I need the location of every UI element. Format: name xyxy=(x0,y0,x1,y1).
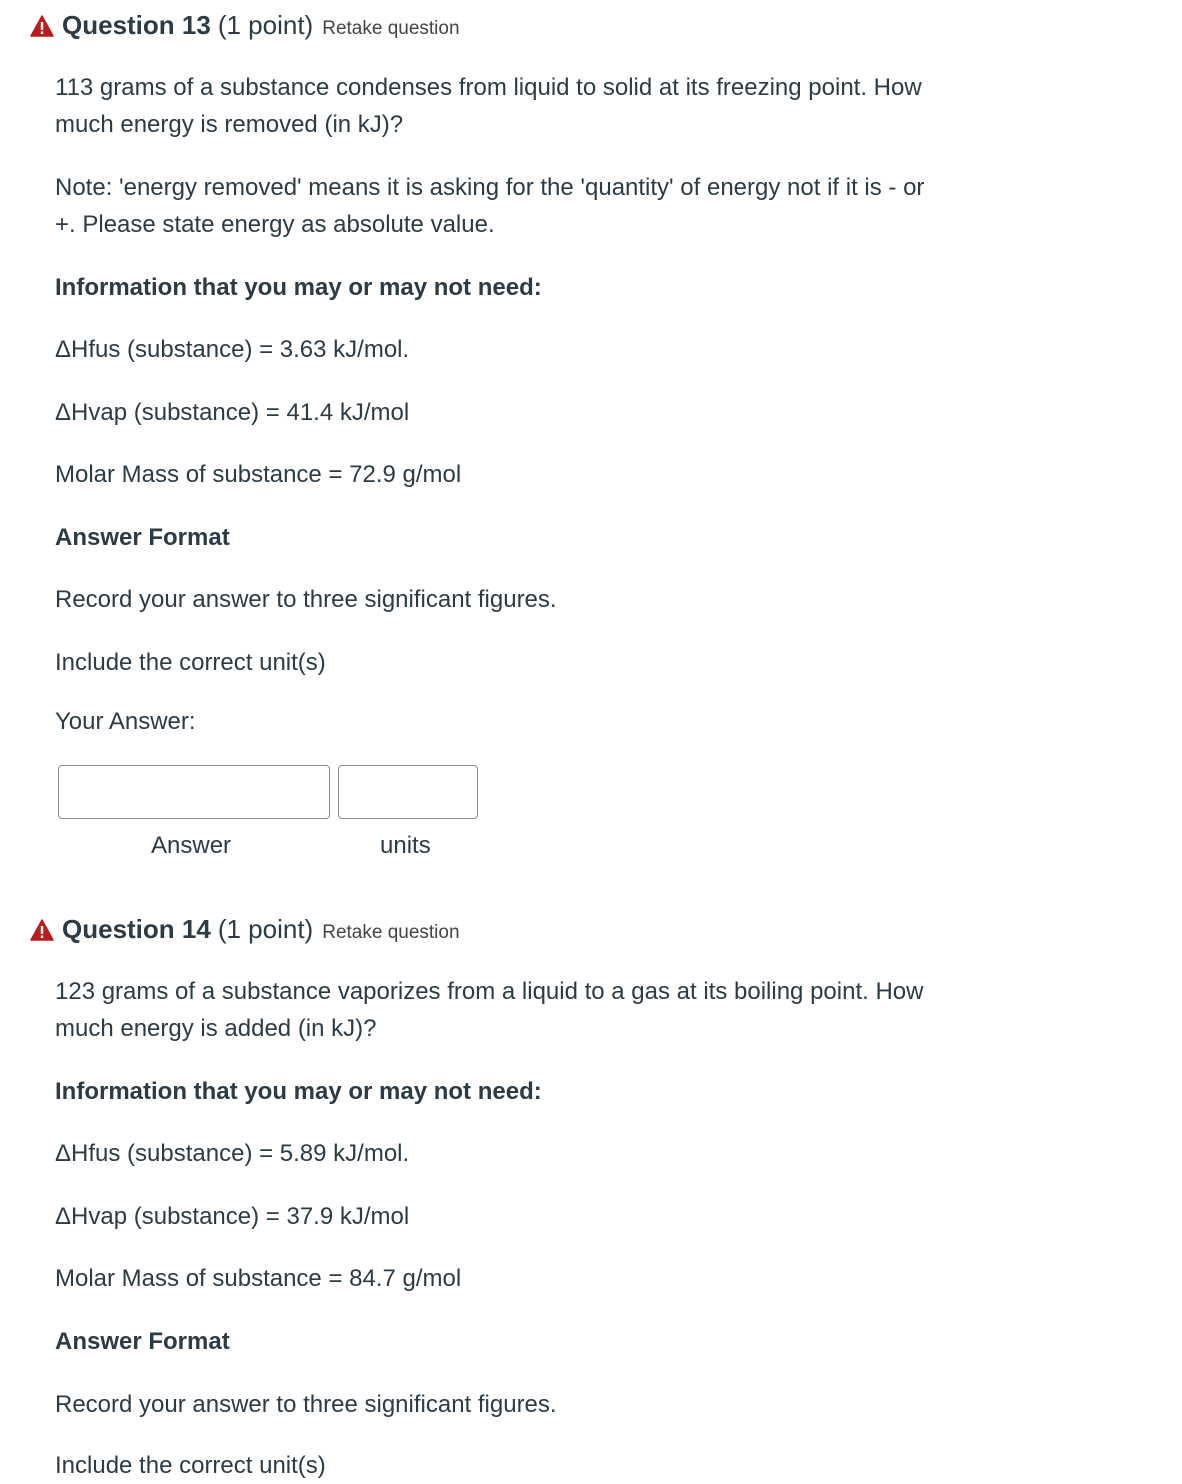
answer-input-label: Answer xyxy=(151,832,232,859)
info-heading: Information that you may or may not need: xyxy=(55,1078,542,1105)
sig-figs-instruction: Record your answer to three significant figures. xyxy=(55,1391,557,1418)
answer-format-heading: Answer Format xyxy=(55,524,230,551)
question-prompt-line-2: much energy is added (in kJ)? xyxy=(55,1015,377,1042)
units-input-label: units xyxy=(380,832,431,859)
info-heading: Information that you may or may not need: xyxy=(55,274,542,301)
retake-question-link[interactable]: Retake question xyxy=(322,922,460,943)
question-title: Question 14 xyxy=(62,914,211,944)
your-answer-label: Your Answer: xyxy=(55,708,196,735)
units-instruction: Include the correct unit(s) xyxy=(55,649,326,676)
note-line-2: +. Please state energy as absolute value. xyxy=(55,211,495,238)
hvap-value: ΔHvap (substance) = 41.4 kJ/mol xyxy=(55,399,410,426)
question-title: Question 13 xyxy=(62,10,211,40)
hvap-value: ΔHvap (substance) = 37.9 kJ/mol xyxy=(55,1203,410,1230)
warning-triangle-icon xyxy=(30,15,54,37)
answer-format-heading: Answer Format xyxy=(55,1328,230,1355)
question-prompt-line-2: much energy is removed (in kJ)? xyxy=(55,111,404,138)
question-prompt-line-1: 113 grams of a substance condenses from liquid to solid at its freezing point. How xyxy=(55,74,922,101)
units-input[interactable] xyxy=(338,765,478,819)
question-13-header xyxy=(30,10,460,41)
question-points: (1 point) xyxy=(217,914,314,944)
answer-input[interactable] xyxy=(58,765,330,819)
hfus-value: ΔHfus (substance) = 3.63 kJ/mol. xyxy=(55,336,410,363)
warning-triangle-icon xyxy=(30,919,54,941)
question-prompt-line-1: 123 grams of a substance vaporizes from a liquid to a gas at its boiling point. How xyxy=(55,978,924,1005)
hfus-value: ΔHfus (substance) = 5.89 kJ/mol. xyxy=(55,1140,410,1167)
sig-figs-instruction: Record your answer to three significant figures. xyxy=(55,586,557,613)
question-14-header xyxy=(30,914,460,945)
note-line-1: Note: 'energy removed' means it is asking for the 'quantity' of energy not if it is - or xyxy=(55,174,925,201)
molar-mass-value: Molar Mass of substance = 84.7 g/mol xyxy=(55,1265,462,1292)
units-instruction: Include the correct unit(s) xyxy=(55,1452,326,1479)
molar-mass-value: Molar Mass of substance = 72.9 g/mol xyxy=(55,461,462,488)
retake-question-link[interactable]: Retake question xyxy=(322,18,460,39)
question-points: (1 point) xyxy=(217,10,314,40)
